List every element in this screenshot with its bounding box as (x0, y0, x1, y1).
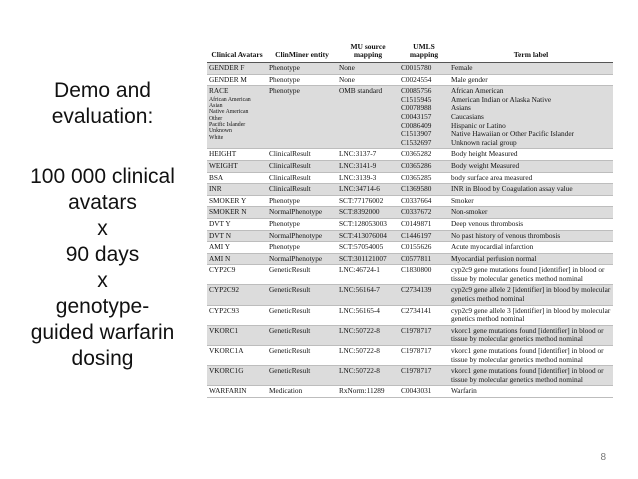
term-label: vkorc1 gene mutations found [identifier] in blood or tissue by molecular genetics method nominal (451, 366, 604, 384)
cell-avatar (207, 207, 267, 219)
cell-entity: GeneticResult (267, 265, 337, 285)
cell-mu-source: LNC:50722-8 (337, 366, 399, 386)
avatar-label: GENDER F (209, 63, 245, 72)
cell-entity: Phenotype (267, 195, 337, 207)
body-line: 90 days (65, 243, 140, 266)
cell-umls (399, 74, 449, 86)
term-label: INR in Blood by Coagulation assay value (451, 184, 573, 194)
term-label: Female (451, 63, 473, 72)
cell-avatar (207, 195, 267, 207)
cell-avatar (207, 346, 267, 366)
cell-mu-source: LNC:46724-1 (337, 265, 399, 285)
cell-term-label (449, 195, 613, 207)
avatar-label: SMOKER N (209, 207, 247, 217)
cell-avatar (207, 285, 267, 305)
cell-mu-source: LNC:3137-7 (337, 149, 399, 161)
avatar-subvalue: Native American (209, 109, 249, 116)
cell-umls (399, 325, 449, 345)
cell-entity: Phenotype (267, 86, 337, 149)
umls-code: C0043157 (401, 111, 432, 121)
body-line: genotype- (55, 295, 150, 318)
table-row (207, 195, 613, 207)
cell-term-label (449, 172, 613, 184)
term-label: body surface area measured (451, 172, 533, 182)
umls-code: C1978717 (401, 346, 432, 356)
header-mu-source-mapping: MU source mapping (337, 42, 399, 63)
cell-umls (399, 366, 449, 386)
cell-entity: Phenotype (267, 63, 337, 75)
table-row (207, 218, 613, 230)
cell-entity: ClinicalResult (267, 149, 337, 161)
cell-mu-source: LNC:3139-3 (337, 172, 399, 184)
body-line: x (97, 269, 108, 292)
table-body (207, 63, 613, 398)
cell-entity: ClinicalResult (267, 160, 337, 172)
umls-code: C0365286 (401, 160, 432, 170)
cell-mu-source: SCT:128053003 (337, 218, 399, 230)
cell-avatar (207, 253, 267, 265)
avatar-label: CYP2C93 (209, 305, 240, 315)
cell-term-label (449, 184, 613, 196)
heading-line: evaluation: (51, 105, 154, 128)
avatar-label: VKORC1 (209, 325, 239, 335)
cell-entity: GeneticResult (267, 305, 337, 325)
cell-umls (399, 346, 449, 366)
umls-code: C0577811 (401, 253, 432, 263)
term-label: Acute myocardial infarction (451, 242, 534, 252)
cell-term-label (449, 325, 613, 345)
avatar-label: HEIGHT (209, 149, 237, 159)
cell-entity: Phenotype (267, 218, 337, 230)
cell-mu-source: SCT:301121007 (337, 253, 399, 265)
left-panel (0, 78, 205, 372)
cell-umls (399, 305, 449, 325)
umls-code: C2734141 (401, 305, 432, 315)
cell-mu-source: SCT:8392000 (337, 207, 399, 219)
avatar-label: SMOKER Y (209, 195, 247, 205)
cell-umls (399, 242, 449, 254)
body-line: guided warfarin (30, 321, 175, 344)
term-label: Asians (451, 103, 471, 113)
table-row (207, 86, 613, 149)
table-header-row (207, 42, 613, 63)
avatar-label: AMI Y (209, 242, 231, 252)
cell-avatar (207, 63, 267, 75)
umls-code: C0085756 (401, 86, 432, 96)
cell-umls (399, 172, 449, 184)
avatar-label: GENDER M (209, 74, 247, 84)
term-label: Myocardial perfusion normal (451, 253, 537, 263)
avatar-label: DVT N (209, 230, 231, 240)
table-row (207, 366, 613, 386)
umls-code: C0149871 (401, 218, 432, 228)
cell-avatar (207, 218, 267, 230)
umls-code: C1978717 (401, 325, 432, 335)
page-number: 8 (600, 452, 606, 463)
cell-entity: Phenotype (267, 242, 337, 254)
cell-term-label (449, 63, 613, 75)
header-term-label: Term label (449, 42, 613, 63)
term-label: cyp2c9 gene mutations found [identifier] in blood or tissue by molecular genetics method nominal (451, 265, 605, 283)
umls-code: C1369580 (401, 184, 432, 194)
umls-code: C0024554 (401, 74, 432, 84)
avatar-subvalue: White (209, 134, 224, 141)
cell-entity: GeneticResult (267, 325, 337, 345)
cell-avatar (207, 386, 267, 398)
cell-term-label (449, 74, 613, 86)
term-label: Non-smoker (451, 207, 488, 217)
term-label: Native Hawaiian or Other Pacific Islander (451, 129, 574, 139)
cell-mu-source: RxNorm:11289 (337, 386, 399, 398)
cell-avatar (207, 366, 267, 386)
avatar-subvalues (209, 97, 265, 141)
avatar-label: CYP2C92 (209, 285, 240, 295)
cell-term-label (449, 366, 613, 386)
cell-term-label (449, 207, 613, 219)
cell-term-label (449, 265, 613, 285)
header-clinminer-entity: ClinMiner entity (267, 42, 337, 63)
umls-code: C0086409 (401, 120, 432, 130)
cell-avatar (207, 74, 267, 86)
cell-avatar (207, 184, 267, 196)
avatar-subvalue: Other (209, 115, 223, 122)
body-line: 100 000 clinical (30, 165, 175, 188)
table-row (207, 184, 613, 196)
cell-umls (399, 218, 449, 230)
cell-mu-source: SCT:413076004 (337, 230, 399, 242)
cell-mu-source: LNC:50722-8 (337, 346, 399, 366)
header-umls-mapping: UMLS mapping (399, 42, 449, 63)
umls-code: C2734139 (401, 285, 432, 295)
heading-line: Demo and (54, 79, 151, 102)
cell-avatar (207, 149, 267, 161)
avatar-label: VKORC1G (209, 366, 244, 376)
table-row (207, 285, 613, 305)
cell-umls (399, 285, 449, 305)
term-label: Body height Measured (451, 149, 518, 159)
cell-term-label (449, 253, 613, 265)
table-row (207, 149, 613, 161)
table-row (207, 160, 613, 172)
avatar-label: WARFARIN (209, 386, 247, 396)
cell-avatar (207, 265, 267, 285)
term-label: Warfarin (451, 386, 477, 396)
body-line: avatars (68, 191, 137, 214)
avatar-label: AMI N (209, 253, 231, 263)
cell-term-label (449, 242, 613, 254)
term-label: Caucasians (451, 111, 484, 121)
cell-mu-source: LNC:56165-4 (337, 305, 399, 325)
cell-term-label (449, 386, 613, 398)
cell-umls (399, 265, 449, 285)
term-label: vkorc1 gene mutations found [identifier] in blood or tissue by molecular genetics method nominal (451, 325, 604, 344)
term-label: Smoker (451, 195, 474, 205)
term-label: cyp2c9 gene allele 3 [identifier] in blood by molecular genetics method nominal (451, 305, 611, 324)
cell-term-label (449, 346, 613, 366)
cell-umls (399, 195, 449, 207)
cell-avatar (207, 230, 267, 242)
cell-entity: Medication (267, 386, 337, 398)
cell-umls (399, 160, 449, 172)
cell-entity: ClinicalResult (267, 184, 337, 196)
umls-code: C0365282 (401, 149, 432, 159)
avatar-label: DVT Y (209, 218, 231, 228)
umls-code: C0365285 (401, 172, 432, 182)
umls-code: C0078988 (401, 103, 432, 113)
table-row (207, 172, 613, 184)
table-row (207, 74, 613, 86)
avatar-label: RACE (209, 86, 229, 96)
cell-umls (399, 253, 449, 265)
table-row (207, 63, 613, 75)
umls-code: C1830800 (401, 265, 432, 275)
avatar-label: BSA (209, 172, 224, 182)
cell-entity: ClinicalResult (267, 172, 337, 184)
cell-umls (399, 149, 449, 161)
cell-term-label (449, 86, 613, 149)
umls-code: C1532697 (401, 137, 432, 147)
cell-mu-source: SCT:57054005 (337, 242, 399, 254)
umls-code: C1515945 (401, 94, 432, 104)
mapping-table (207, 42, 613, 398)
cell-mu-source: LNC:50722-8 (337, 325, 399, 345)
umls-code: C0337672 (401, 207, 432, 217)
term-label: Body weight Measured (451, 160, 520, 170)
term-label: Deep venous thrombosis (451, 218, 524, 228)
umls-code: C0155626 (401, 242, 432, 252)
avatar-subvalue: Asian (209, 103, 223, 110)
avatar-label: WEIGHT (209, 160, 238, 170)
table-row (207, 386, 613, 398)
term-label: American Indian or Alaska Native (451, 94, 552, 104)
avatar-label: VKORC1A (209, 346, 244, 356)
avatar-subvalue: African American (209, 96, 251, 103)
cell-term-label (449, 160, 613, 172)
term-label: cyp2c9 gene allele 2 [identifier] in blood by molecular genetics method nominal (451, 285, 611, 304)
term-label: African American (451, 86, 504, 96)
term-label: Male gender (451, 74, 488, 84)
cell-umls (399, 86, 449, 149)
cell-avatar (207, 305, 267, 325)
umls-code: C0043031 (401, 386, 432, 396)
cell-avatar (207, 160, 267, 172)
cell-entity: Phenotype (267, 74, 337, 86)
avatar-subvalue: Pacific Islander (209, 121, 246, 128)
avatar-label: INR (209, 184, 222, 194)
table-row (207, 325, 613, 345)
cell-term-label (449, 218, 613, 230)
umls-code: C1978717 (401, 366, 432, 376)
cell-mu-source: LNC:34714-6 (337, 184, 399, 196)
cell-avatar (207, 325, 267, 345)
table-row (207, 242, 613, 254)
cell-mu-source: OMB standard (337, 86, 399, 149)
term-label: Unknown racial group (451, 137, 517, 147)
umls-code: C0015780 (401, 63, 432, 72)
cell-term-label (449, 305, 613, 325)
cell-umls (399, 63, 449, 75)
cell-mu-source: None (337, 63, 399, 75)
term-label: Hispanic or Latino (451, 120, 506, 130)
cell-mu-source: LNC:56164-7 (337, 285, 399, 305)
umls-code: C1513907 (401, 129, 432, 139)
cell-term-label (449, 230, 613, 242)
cell-avatar (207, 86, 267, 149)
umls-code: C0337664 (401, 195, 432, 205)
cell-umls (399, 184, 449, 196)
table-row (207, 253, 613, 265)
cell-entity: NormalPhenotype (267, 230, 337, 242)
table-row (207, 265, 613, 285)
avatar-label: CYP2C9 (209, 265, 236, 275)
cell-term-label (449, 285, 613, 305)
slide-body-text (0, 164, 205, 372)
cell-entity: NormalPhenotype (267, 253, 337, 265)
umls-code: C1446197 (401, 230, 432, 240)
avatar-subvalue: Unknown (209, 128, 232, 135)
header-clinical-avatars: Clinical Avatars (207, 42, 267, 63)
table-container (207, 42, 613, 398)
cell-entity: GeneticResult (267, 285, 337, 305)
table-row (207, 305, 613, 325)
term-label: vkorc1 gene mutations found [identifier] in blood or tissue by molecular genetics method nominal (451, 346, 604, 364)
cell-entity: NormalPhenotype (267, 207, 337, 219)
table-row (207, 230, 613, 242)
cell-mu-source: None (337, 74, 399, 86)
cell-umls (399, 386, 449, 398)
cell-avatar (207, 242, 267, 254)
cell-umls (399, 230, 449, 242)
cell-entity: GeneticResult (267, 346, 337, 366)
cell-avatar (207, 172, 267, 184)
cell-term-label (449, 149, 613, 161)
table-row (207, 207, 613, 219)
cell-mu-source: LNC:3141-9 (337, 160, 399, 172)
table-row (207, 346, 613, 366)
cell-mu-source: SCT:77176002 (337, 195, 399, 207)
cell-entity: GeneticResult (267, 366, 337, 386)
body-line: x (97, 217, 108, 240)
term-label: No past history of venous thrombosis (451, 230, 561, 240)
slide-heading (0, 78, 205, 130)
body-line: dosing (71, 347, 134, 370)
cell-umls (399, 207, 449, 219)
